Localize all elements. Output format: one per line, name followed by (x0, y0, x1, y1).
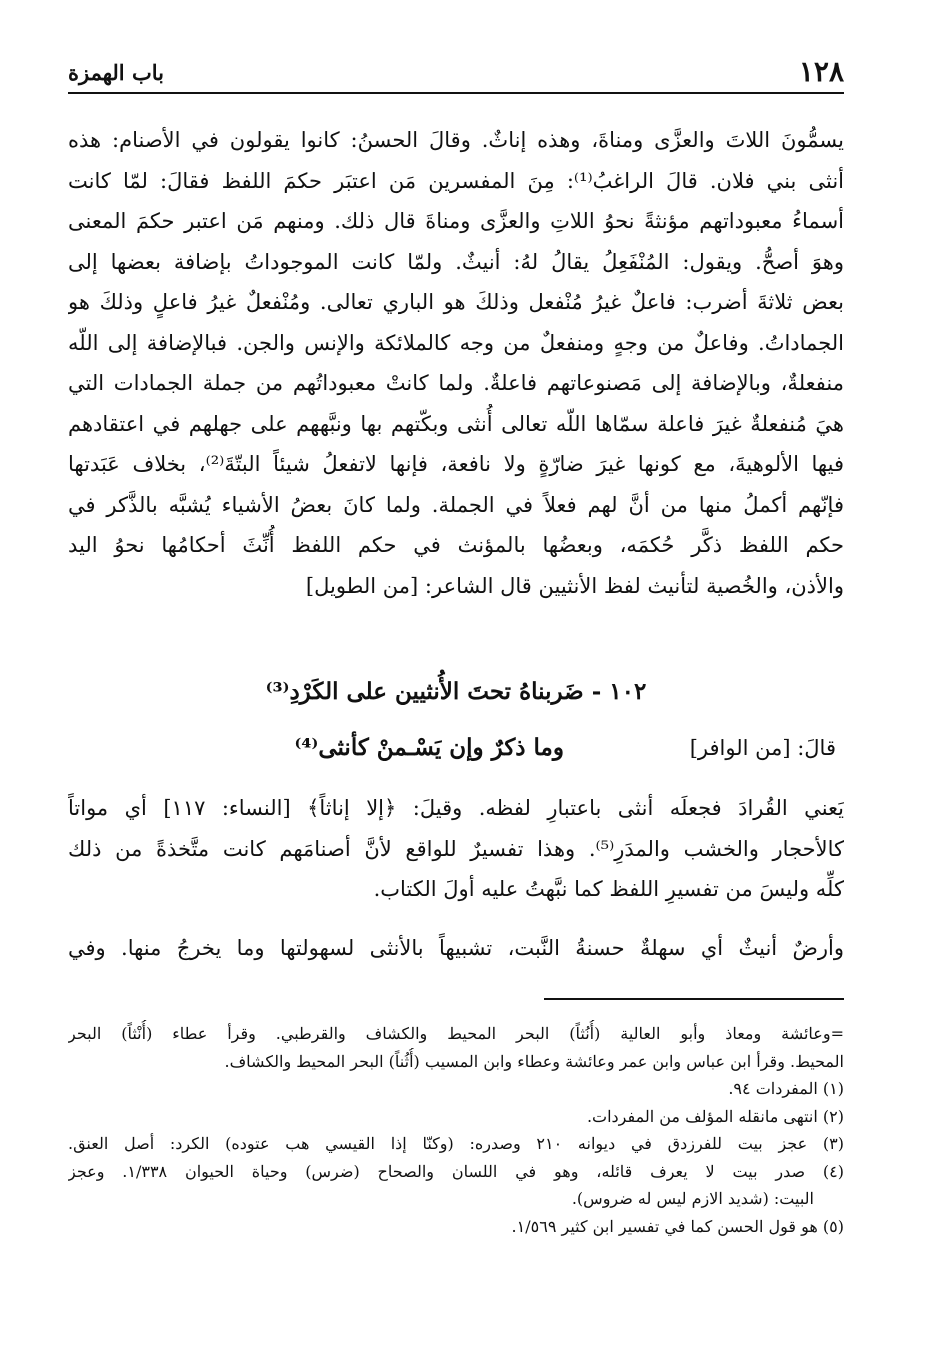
verse-1: ١٠٢ - ضَربناهُ تحتَ الأُنثيين على الكَرْدِ⁽³⁾ (265, 678, 647, 705)
footnote-line: (٤) صدر بيت لا يعرف قائله، وهو في اللسان والصحاح (ضرس) وحياة الحيوان ١/٣٣٨. وعجز (68, 1161, 844, 1181)
text-line: كالأحجار والخشب والمدَرِ⁽⁵⁾. وهذا تفسيرٌ للواقع لأنَّ أصنامَهم كانت متَّخذةً من ذلك (68, 836, 844, 861)
verse-2-row (68, 724, 844, 772)
footnote-line: (٢) انتهى مانقله المؤلف من المفردات. (586, 1106, 844, 1126)
footnotes (68, 1020, 844, 1240)
main-text-block (68, 120, 844, 606)
text-line: الجماداتُ. وفاعلٌ من وجهٍ ومنفعلٌ من وجه كالملائكة والإنس والجن. فبالإضافة إلى اللّه (68, 330, 844, 355)
text-line: وهوَ أصحُّ. ويقول: المُنْفَعِلُ يقالُ لهُ: أنيثٌ. ولمّا كانت الموجوداتُ بإضافة بعضها إلى (68, 249, 844, 274)
verse-2-text: وما ذكرٌ وإن يَسْـمنْ كأنثى⁽⁴⁾ (294, 734, 564, 761)
book-page (68, 50, 844, 1236)
text-line: بعض ثلاثةَ أضرب: فاعلٌ غيرُ مُنْفعل وذلكَ هو الباري تعالى. ومُنْفعلٌ غيرُ فاعلٍ وذلكَ هو (68, 290, 844, 314)
explanation-block (68, 788, 844, 910)
paragraph-block (68, 928, 844, 969)
footnote-line: (٥) هو قول الحسن كما في تفسير ابن كثير ١/٥٦٩. (511, 1216, 844, 1236)
text-line: والأذن، والخُصية لتأنيث لفظ الأنثيين قال الشاعر: [من الطويل] (305, 573, 844, 598)
text-line: أسماءُ معبوداتهم مؤنثةً نحوُ اللاتِ والعزَّى ومناةَ قال ذلك. ومنهم مَن اعتبر حكمَ المعنى (68, 209, 844, 233)
chapter-title: باب الهمزة (68, 60, 164, 85)
footnote-line: البيت: (شديد الازم ليس له ضروس). (571, 1189, 814, 1208)
text-line: أنثى بني فلان. قالَ الراغبُ⁽¹⁾: مِنَ المفسرين مَن اعتبَر حكمَ اللفظ فقالَ: لمّا كانت (68, 168, 844, 193)
text-line: منفعلةٌ، وبالإضافة إلى مَصنوعاتهم فاعلةٌ. ولما كانتْ معبوداتُهم من جملة الجمادات التي (68, 371, 844, 395)
verse-2-label: قالَ: [من الوافر] (689, 736, 836, 760)
text-line: هيَ مُنفعلةٌ غيرَ فاعلة سمّاها اللّه تعالى أُنثى وبكّتهم بها ونبَّههم على جهلهم في اعتقادهم (68, 411, 844, 436)
text-line: فإنّهم أكملُ منها من أنَّ لهم فعلاً في الجملة. ولما كانَ بعضُ الأشياء يُشبَّه بالذَّكر في (68, 492, 844, 517)
text-line: حكم اللفظ ذكَّر حُكمَه، وبعضُها بالمؤنث في حكم اللفظ أُنِّثَ أحكامُها نحوُ اليد (68, 533, 844, 557)
text-line: كلِّه وليسَ من تفسيرِ اللفظ كما نبَّهتُ عليه أولَ الكتاب. (373, 877, 844, 901)
footnote-line: (٣) عجز بيت للفرزدق في ديوانه ٢١٠ وصدره: (وكنّا إذا القيسي هب عتوده) الكرد: أصل العنق. (68, 1134, 844, 1153)
text-line: يَعني القُرادَ فجعلَه أنثى باعتبارِ لفظه. وقيلَ: ﴿إلا إناثاً﴾ [النساء: ١١٧] أي مواتاً (68, 796, 844, 820)
page-number: ١٢٨ (798, 55, 844, 88)
footnote-line: المحيط. وقرأ ابن عباس وابن عمر وعائشة وعطاء وابن المسيب (أُثُناً) البحر المحيط والكشاف. (224, 1051, 844, 1071)
text-line: فيها الألوهيةَ، مع كونها غيرَ ضارّةٍ ولا نافعة، فإنها لاتفعلُ شيئاً البتّةَ⁽²⁾، بخلاف عَبَدتها (68, 452, 844, 476)
page-header (68, 50, 844, 94)
footnote-line: (١) المفردات ٩٤. (728, 1079, 844, 1098)
footnote-divider (544, 998, 844, 1000)
footnote-line: =وعائشة ومعاذ وأبو العالية (أُنُثاً) البحر المحيط والكشاف والقرطبي. وقرأ عطاء (أُنْثاً) البحر (68, 1024, 844, 1043)
text-line: يسمُّونَ اللاتَ والعزَّى ومناةَ، وهذه إناثٌ. وقالَ الحسنُ: كانوا يقولون في الأصنام: هذه (68, 128, 844, 152)
text-line: وأرضٌ أنيثٌ أي سهلةٌ حسنةُ النَّبت، تشبيهاً بالأنثى لسهولتها وما يخرجُ منها. وفي (68, 936, 844, 960)
